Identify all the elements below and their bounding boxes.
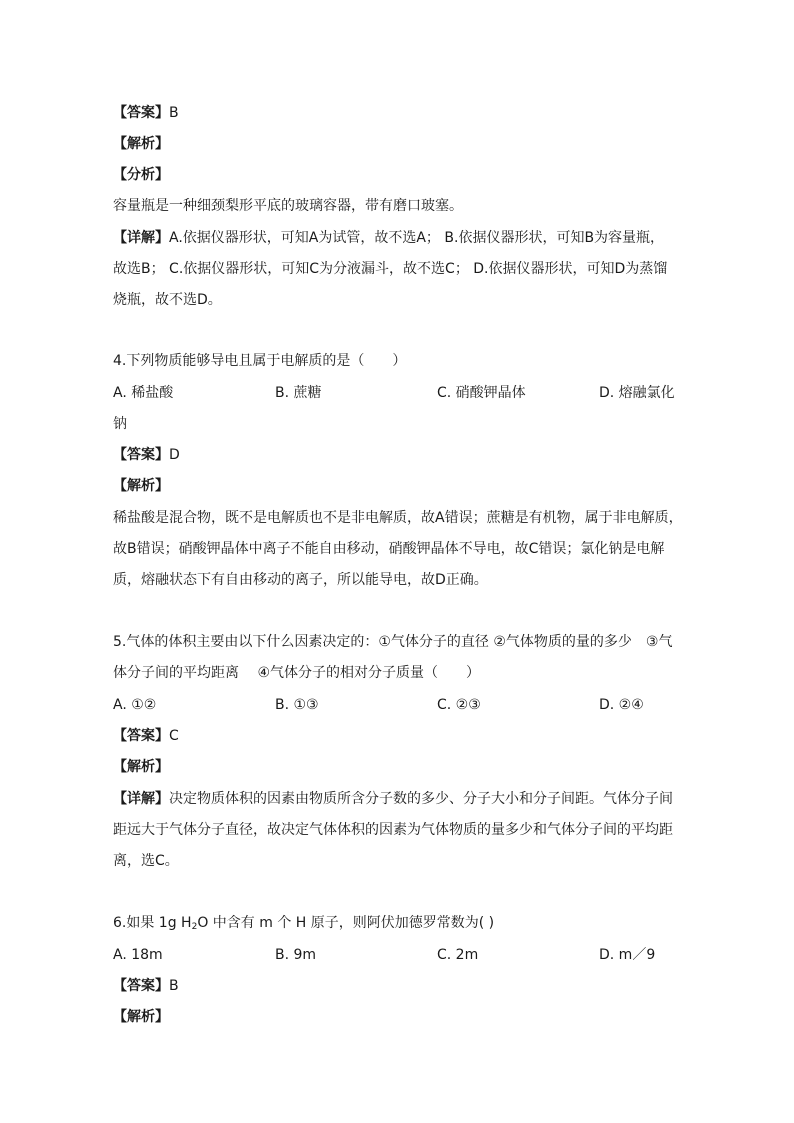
q4-stem: 4.下列物质能够导电且属于电解质的是（ ） bbox=[113, 353, 407, 369]
q4-option-a: A. 稀盐酸 bbox=[113, 385, 174, 401]
q6-option-a: A. 18m bbox=[113, 947, 163, 963]
q5-stem-line-2: 体分子间的平均距离 ④气体分子的相对分子质量（ ） bbox=[113, 665, 480, 681]
q6-analysis-label: 【解析】 bbox=[113, 1009, 169, 1025]
q3-analysis-label: 【解析】 bbox=[113, 136, 169, 152]
q4-option-wrap: 钠 bbox=[113, 416, 127, 432]
q5-option-c: C. ②③ bbox=[437, 697, 481, 713]
q5-detail-line-1: 【详解】决定物质体积的因素由物质所含分子数的多少、分子大小和分子间距。气体分子间 bbox=[113, 791, 673, 807]
q5-stem-line-1: 5.气体的体积主要由以下什么因素决定的：①气体分子的直径 ②气体物质的量的多少 ③气 bbox=[113, 634, 673, 650]
q3-fenxi-label: 【分析】 bbox=[113, 167, 169, 183]
q3-detail-line-1: 【详解】A.依据仪器形状，可知A为试管，故不选A； B.依据仪器形状，可知B为容量瓶， bbox=[113, 230, 665, 246]
q3-detail-line-2: 故选B； C.依据仪器形状，可知C为分液漏斗，故不选C； D.依据仪器形状，可知D为蒸馏 bbox=[113, 261, 668, 277]
q3-fenxi-text: 容量瓶是一种细颈梨形平底的玻璃容器，带有磨口玻塞。 bbox=[113, 198, 463, 214]
q5-option-d: D. ②④ bbox=[599, 697, 644, 713]
q4-option-d: D. 熔融氯化 bbox=[599, 385, 675, 401]
q4-analysis-line-3: 质，熔融状态下有自由移动的离子，所以能导电，故D正确。 bbox=[113, 572, 488, 588]
q4-answer: 【答案】D bbox=[113, 447, 180, 463]
q5-detail-line-3: 离，选C。 bbox=[113, 853, 179, 869]
q4-option-c: C. 硝酸钾晶体 bbox=[437, 385, 526, 401]
q5-analysis-label: 【解析】 bbox=[113, 759, 169, 775]
q3-detail-line-3: 烧瓶，故不选D。 bbox=[113, 292, 222, 308]
q4-analysis-line-1: 稀盐酸是混合物，既不是电解质也不是非电解质，故A错误；蔗糖是有机物，属于非电解质， bbox=[113, 510, 683, 526]
q6-option-c: C. 2m bbox=[437, 947, 479, 963]
q5-option-a: A. ①② bbox=[113, 697, 157, 713]
q4-analysis-line-2: 故B错误；硝酸钾晶体中离子不能自由移动，硝酸钾晶体不导电，故C错误；氯化钠是电解 bbox=[113, 541, 665, 557]
q4-option-b: B. 蔗糖 bbox=[275, 385, 322, 401]
q6-stem: 6.如果 1g $H_2O$ 中含有 m 个 H 原子，则阿伏加德罗常数为( ) bbox=[113, 915, 495, 932]
q5-detail-line-2: 距远大于气体分子直径，故决定气体体积的因素为气体物质的量多少和气体分子间的平均距 bbox=[113, 822, 673, 838]
q6-answer: 【答案】B bbox=[113, 978, 179, 994]
q4-analysis-label: 【解析】 bbox=[113, 478, 169, 494]
q6-option-d: D. m／9 bbox=[599, 947, 656, 963]
q5-answer: 【答案】C bbox=[113, 728, 179, 744]
q5-option-b: B. ①③ bbox=[275, 697, 319, 713]
q6-option-b: B. 9m bbox=[275, 947, 317, 963]
q3-answer: 【答案】B bbox=[113, 105, 179, 121]
